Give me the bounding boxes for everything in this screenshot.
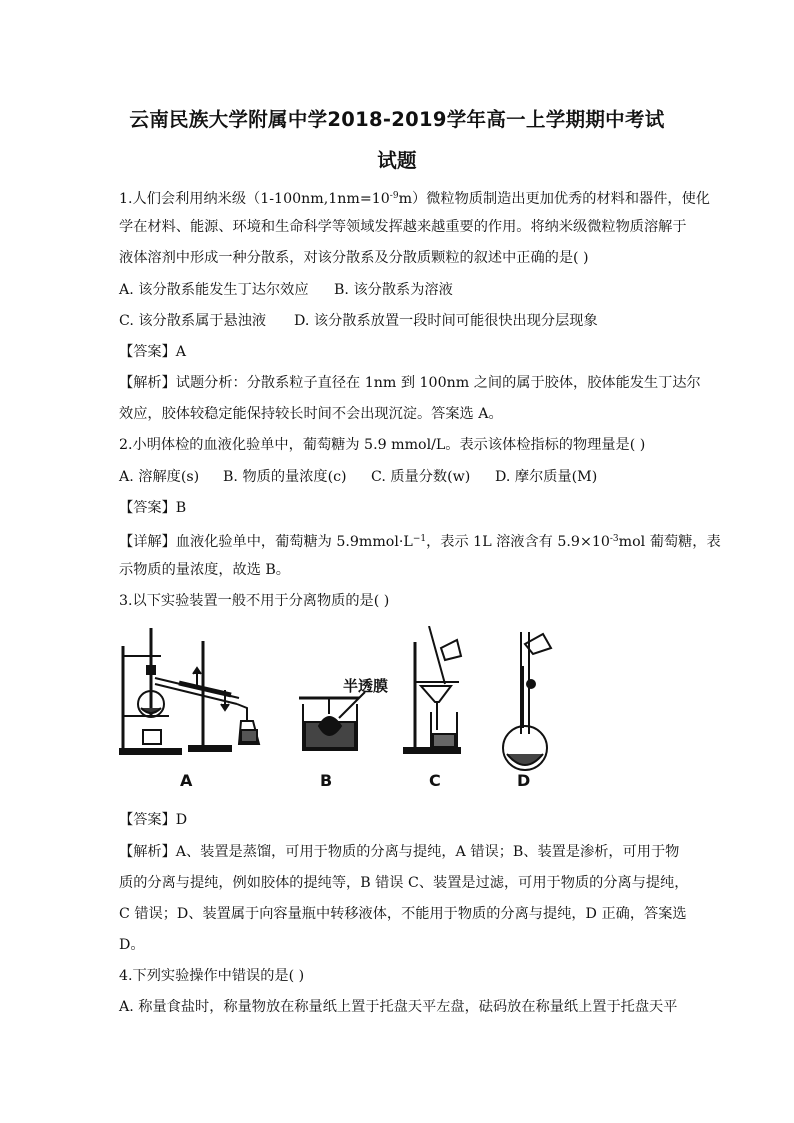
apparatus-c-filtration [404,626,461,753]
q1-analysis-line1: 【解析】试题分析：分散系粒子直径在 1nm 到 100nm 之间的属于胶体，胶体能发生丁达尔 [119,375,701,391]
q2-detail-line1 [119,529,721,552]
q4-option-a-line1: A. 称量食盐时，称量物放在称量纸上置于托盘天平左盘，砝码放在称量纸上置于托盘天平 [119,999,678,1015]
q2-detail-text-a: 【详解】血液化验单中，葡萄糖为 5.9mmol·L [119,534,413,550]
q2-option-d: D. 摩尔质量(M) [495,469,598,485]
q4-stem: 4.下列实验操作中错误的是( ) [119,968,305,984]
q1-options-row1 [119,280,453,300]
q2-option-c: C. 质量分数(w) [371,469,471,485]
q2-detail-exponent2: -3 [609,534,619,544]
q2-detail-line2: 示物质的量浓度，故选 B。 [119,562,290,578]
q1-analysis-line2: 效应，胶体较稳定能保持较长时间不会出现沉淀。答案选 A。 [119,406,503,422]
q1-option-d: D. 该分散系放置一段时间可能很快出现分层现象 [294,313,598,329]
apparatus-a-distillation [119,628,259,754]
q2-detail-text-c: mol 葡萄糖，表 [618,534,721,550]
q3-analysis-line1: 【解析】A、装置是蒸馏，可用于物质的分离与提纯，A 错误；B、装置是渗析，可用于物 [119,844,680,860]
fig-label-c: C [429,771,441,790]
q1-stem-exponent: -9 [389,191,399,201]
apparatus-b-dialysis [299,692,365,750]
fig-label-d: D [517,771,531,790]
fig-label-a: A [180,771,193,790]
q3-analysis-line2: 质的分离与提纯，例如胶体的提纯等，B 错误 C、装置是过滤，可用于物质的分离与提纯， [119,875,689,891]
apparatus-d-volumetric-flask [503,632,551,770]
q1-option-b: B. 该分散系为溶液 [334,282,453,298]
q2-detail-text-b: ，表示 1L 溶液含有 5.9×10 [426,534,610,550]
q2-stem: 2.小明体检的血液化验单中，葡萄糖为 5.9 mmol/L。表示该体检指标的物理量是( ) [119,437,646,453]
q1-stem-line3: 液体溶剂中形成一种分散系，对该分散系及分散质颗粒的叙述中正确的是( ) [119,250,589,266]
q2-detail-exponent1: −1 [412,534,427,544]
q1-option-c: C. 该分散系属于悬浊液 [119,313,267,329]
fig-label-b: B [320,771,333,790]
q3-stem: 3.以下实验装置一般不用于分离物质的是( ) [119,593,390,609]
q2-options [119,467,597,487]
q1-options-row2 [119,311,598,331]
q1-stem-text-a: 1.人们会利用纳米级（1-100nm,1nm=10 [119,191,390,207]
q2-answer: 【答案】B [119,500,187,516]
q1-answer: 【答案】A [119,344,186,360]
q1-option-a: A. 该分散系能发生丁达尔效应 [119,282,309,298]
exam-title-line2: 试题 [377,149,417,172]
q1-stem-line2: 学在材料、能源、环境和生命科学等领域发挥越来越重要的作用。将纳米级微粒物质溶解于 [119,219,687,235]
q3-analysis-line3: C 错误；D、装置属于向容量瓶中转移液体，不能用于物质的分离与提纯，D 正确，答案选 [119,906,687,922]
membrane-label: 半透膜 [343,677,389,695]
q3-analysis-line4: D。 [119,937,145,953]
exam-title-line1: 云南民族大学附属中学2018-2019学年高一上学期期中考试 [129,108,665,131]
q3-answer: 【答案】D [119,812,188,828]
q1-stem-text-b: m）微粒物质制造出更加优秀的材料和器件，使化 [398,191,710,207]
q2-option-a: A. 溶解度(s) [119,469,200,485]
q1-stem-line1 [119,186,710,209]
q2-option-b: B. 物质的量浓度(c) [223,469,347,485]
